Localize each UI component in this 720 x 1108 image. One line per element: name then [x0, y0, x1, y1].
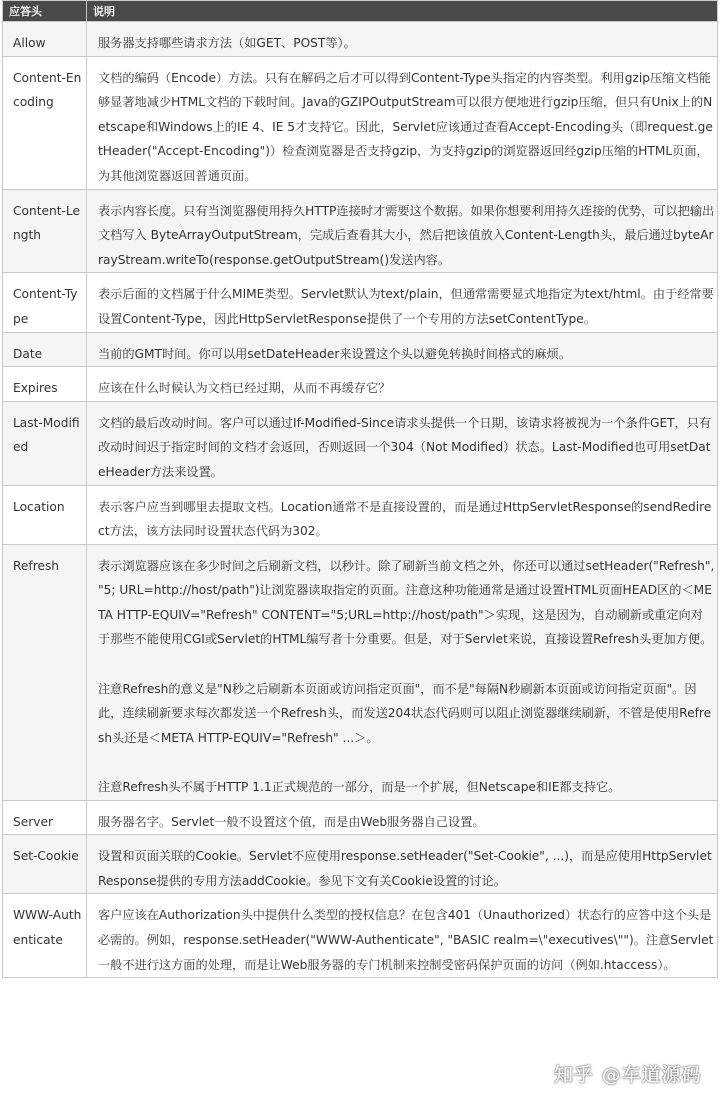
header-name-cell: WWW-Authenticate — [3, 894, 87, 978]
table-row — [3, 835, 718, 894]
header-description-cell — [87, 835, 718, 894]
description-paragraph: 服务器支持哪些请求方法（如GET、POST等）。 — [98, 36, 356, 50]
table-row — [3, 273, 718, 332]
table-row — [3, 485, 718, 544]
table-row — [3, 367, 718, 402]
header-description-cell — [87, 273, 718, 332]
header-description-cell — [87, 544, 718, 800]
description-paragraph: 文档的最后改动时间。客户可以通过If-Modified-Since请求头提供一个日期，该请求将被视为一个条件GET，只有改动时间迟于指定时间的文档才会返回，否则返回一个304（Not Modified）状态。Last-Modified也可用setDateHeader方法来设置。 — [98, 415, 712, 479]
description-paragraph: 注意Refresh头不属于HTTP 1.1正式规范的一部分，而是一个扩展，但Netscape和IE都支持它。 — [98, 780, 621, 795]
table-row — [3, 544, 718, 800]
table-row — [3, 332, 718, 367]
header-name-cell: Expires — [3, 367, 87, 402]
header-name-cell: Set-Cookie — [3, 835, 87, 894]
header-name-cell: Server — [3, 800, 87, 835]
header-description-cell — [87, 894, 718, 978]
table-row — [3, 800, 718, 835]
response-headers-table — [2, 0, 718, 978]
header-description-cell — [87, 367, 718, 402]
description-paragraph: 表示浏览器应该在多少时间之后刷新文档，以秒计。除了刷新当前文档之外，你还可以通过setHeader("Refresh", "5; URL=http://host/path")让浏览器读取指定的页面。注意这种功能通常是通过设置HTML页面HEAD区的＜META HTTP-EQUIV="Refresh" CONTENT="5;URL=http://host/path"＞实现，这是因为，自动刷新或重定向对于那些不能使用CGI或Servlet的HTML编写者十分重要。但是，对于Servlet来说，直接设置Refresh头更加方便。 — [98, 558, 715, 647]
zhihu-watermark: 知乎 @车道源码 — [554, 1064, 702, 1086]
description-paragraph: 文档的编码（Encode）方法。只有在解码之后才可以得到Content-Type头指定的内容类型。利用gzip压缩文档能够显著地减少HTML文档的下载时间。Java的GZIPOutputStream可以很方便地进行gzip压缩，但只有Unix上的Netscape和Windows上的IE 4、IE 5才支持它。因此，Servlet应该通过查看Accept-Encoding头（即request.getHeader("Accept-Encoding")）检查浏览器是否支持gzip，为支持gzip的浏览器返回经gzip压缩的HTML页面，为其他浏览器返回普通页面。 — [98, 70, 713, 183]
description-paragraph: 当前的GMT时间。你可以用setDateHeader来设置这个头以避免转换时间格式的麻烦。 — [98, 346, 571, 361]
header-description-cell — [87, 189, 718, 273]
header-description-cell — [87, 401, 718, 485]
header-description-cell — [87, 800, 718, 835]
description-paragraph: 设置和页面关联的Cookie。Servlet不应使用response.setHeader("Set-Cookie", ...)，而是应使用HttpServletResponse提供的专用方法addCookie。参见下文有关Cookie设置的讨论。 — [98, 849, 712, 888]
description-paragraph: 客户应该在Authorization头中提供什么类型的授权信息？在包含401（Unauthorized）状态行的应答中这个头是必需的。例如，response.setHeader("WWW-Authenticate", "BASIC realm=\"executives\"")。注意Servlet一般不进行这方面的处理，而是让Web服务器的专门机制来控制受密码保护页面的访问（例如.htaccess）。 — [98, 908, 714, 972]
table-row — [3, 22, 718, 57]
description-paragraph: 表示内容长度。只有当浏览器使用持久HTTP连接时才需要这个数据。如果你想要利用持久连接的优势，可以把输出文档写入 ByteArrayOutputStream，完成后查看其大小，然后把该值放入Content-Length头，最后通过byteArrayStream.writeTo(response.getOutputStream()发送内容。 — [98, 203, 715, 267]
description-paragraph: 表示后面的文档属于什么MIME类型。Servlet默认为text/plain，但通常需要显式地指定为text/html。由于经常要设置Content-Type，因此HttpServletResponse提供了一个专用的方法setContentType。 — [98, 287, 714, 326]
description-paragraph: 表示客户应当到哪里去提取文档。Location通常不是直接设置的，而是通过HttpServletResponse的sendRedirect方法，该方法同时设置状态代码为302。 — [98, 499, 712, 539]
description-paragraph: 应该在什么时候认为文档已经过期，从而不再缓存它？ — [98, 381, 391, 396]
header-name-cell: Date — [3, 332, 87, 367]
table-row — [3, 894, 718, 978]
header-name-column: 应答头 — [3, 1, 87, 22]
table-header-row — [3, 1, 718, 22]
header-description-cell — [87, 332, 718, 367]
header-name-cell: Location — [3, 485, 87, 544]
table-row — [3, 401, 718, 485]
header-name-cell: Allow — [3, 22, 87, 57]
header-name-cell: Last-Modified — [3, 401, 87, 485]
header-description-cell — [87, 56, 718, 189]
header-name-cell: Content-Length — [3, 189, 87, 273]
header-description-cell — [87, 485, 718, 544]
header-name-cell: Refresh — [3, 544, 87, 800]
description-paragraph: 服务器名字。Servlet一般不设置这个值，而是由Web服务器自己设置。 — [98, 814, 485, 829]
header-description-column: 说明 — [87, 1, 718, 22]
header-name-cell: Content-Encoding — [3, 56, 87, 189]
header-description-cell — [87, 22, 718, 57]
header-name-cell: Content-Type — [3, 273, 87, 332]
table-row — [3, 56, 718, 189]
description-paragraph: 注意Refresh的意义是"N秒之后刷新本页面或访问指定页面"，而不是"每隔N秒刷新本页面或访问指定页面"。因此，连续刷新要求每次都发送一个Refresh头，而发送204状态代码则可以阻止浏览器继续刷新，不管是使用Refresh头还是＜META HTTP-EQUIV="Refresh" ...＞。 — [98, 681, 712, 745]
table-row — [3, 189, 718, 273]
